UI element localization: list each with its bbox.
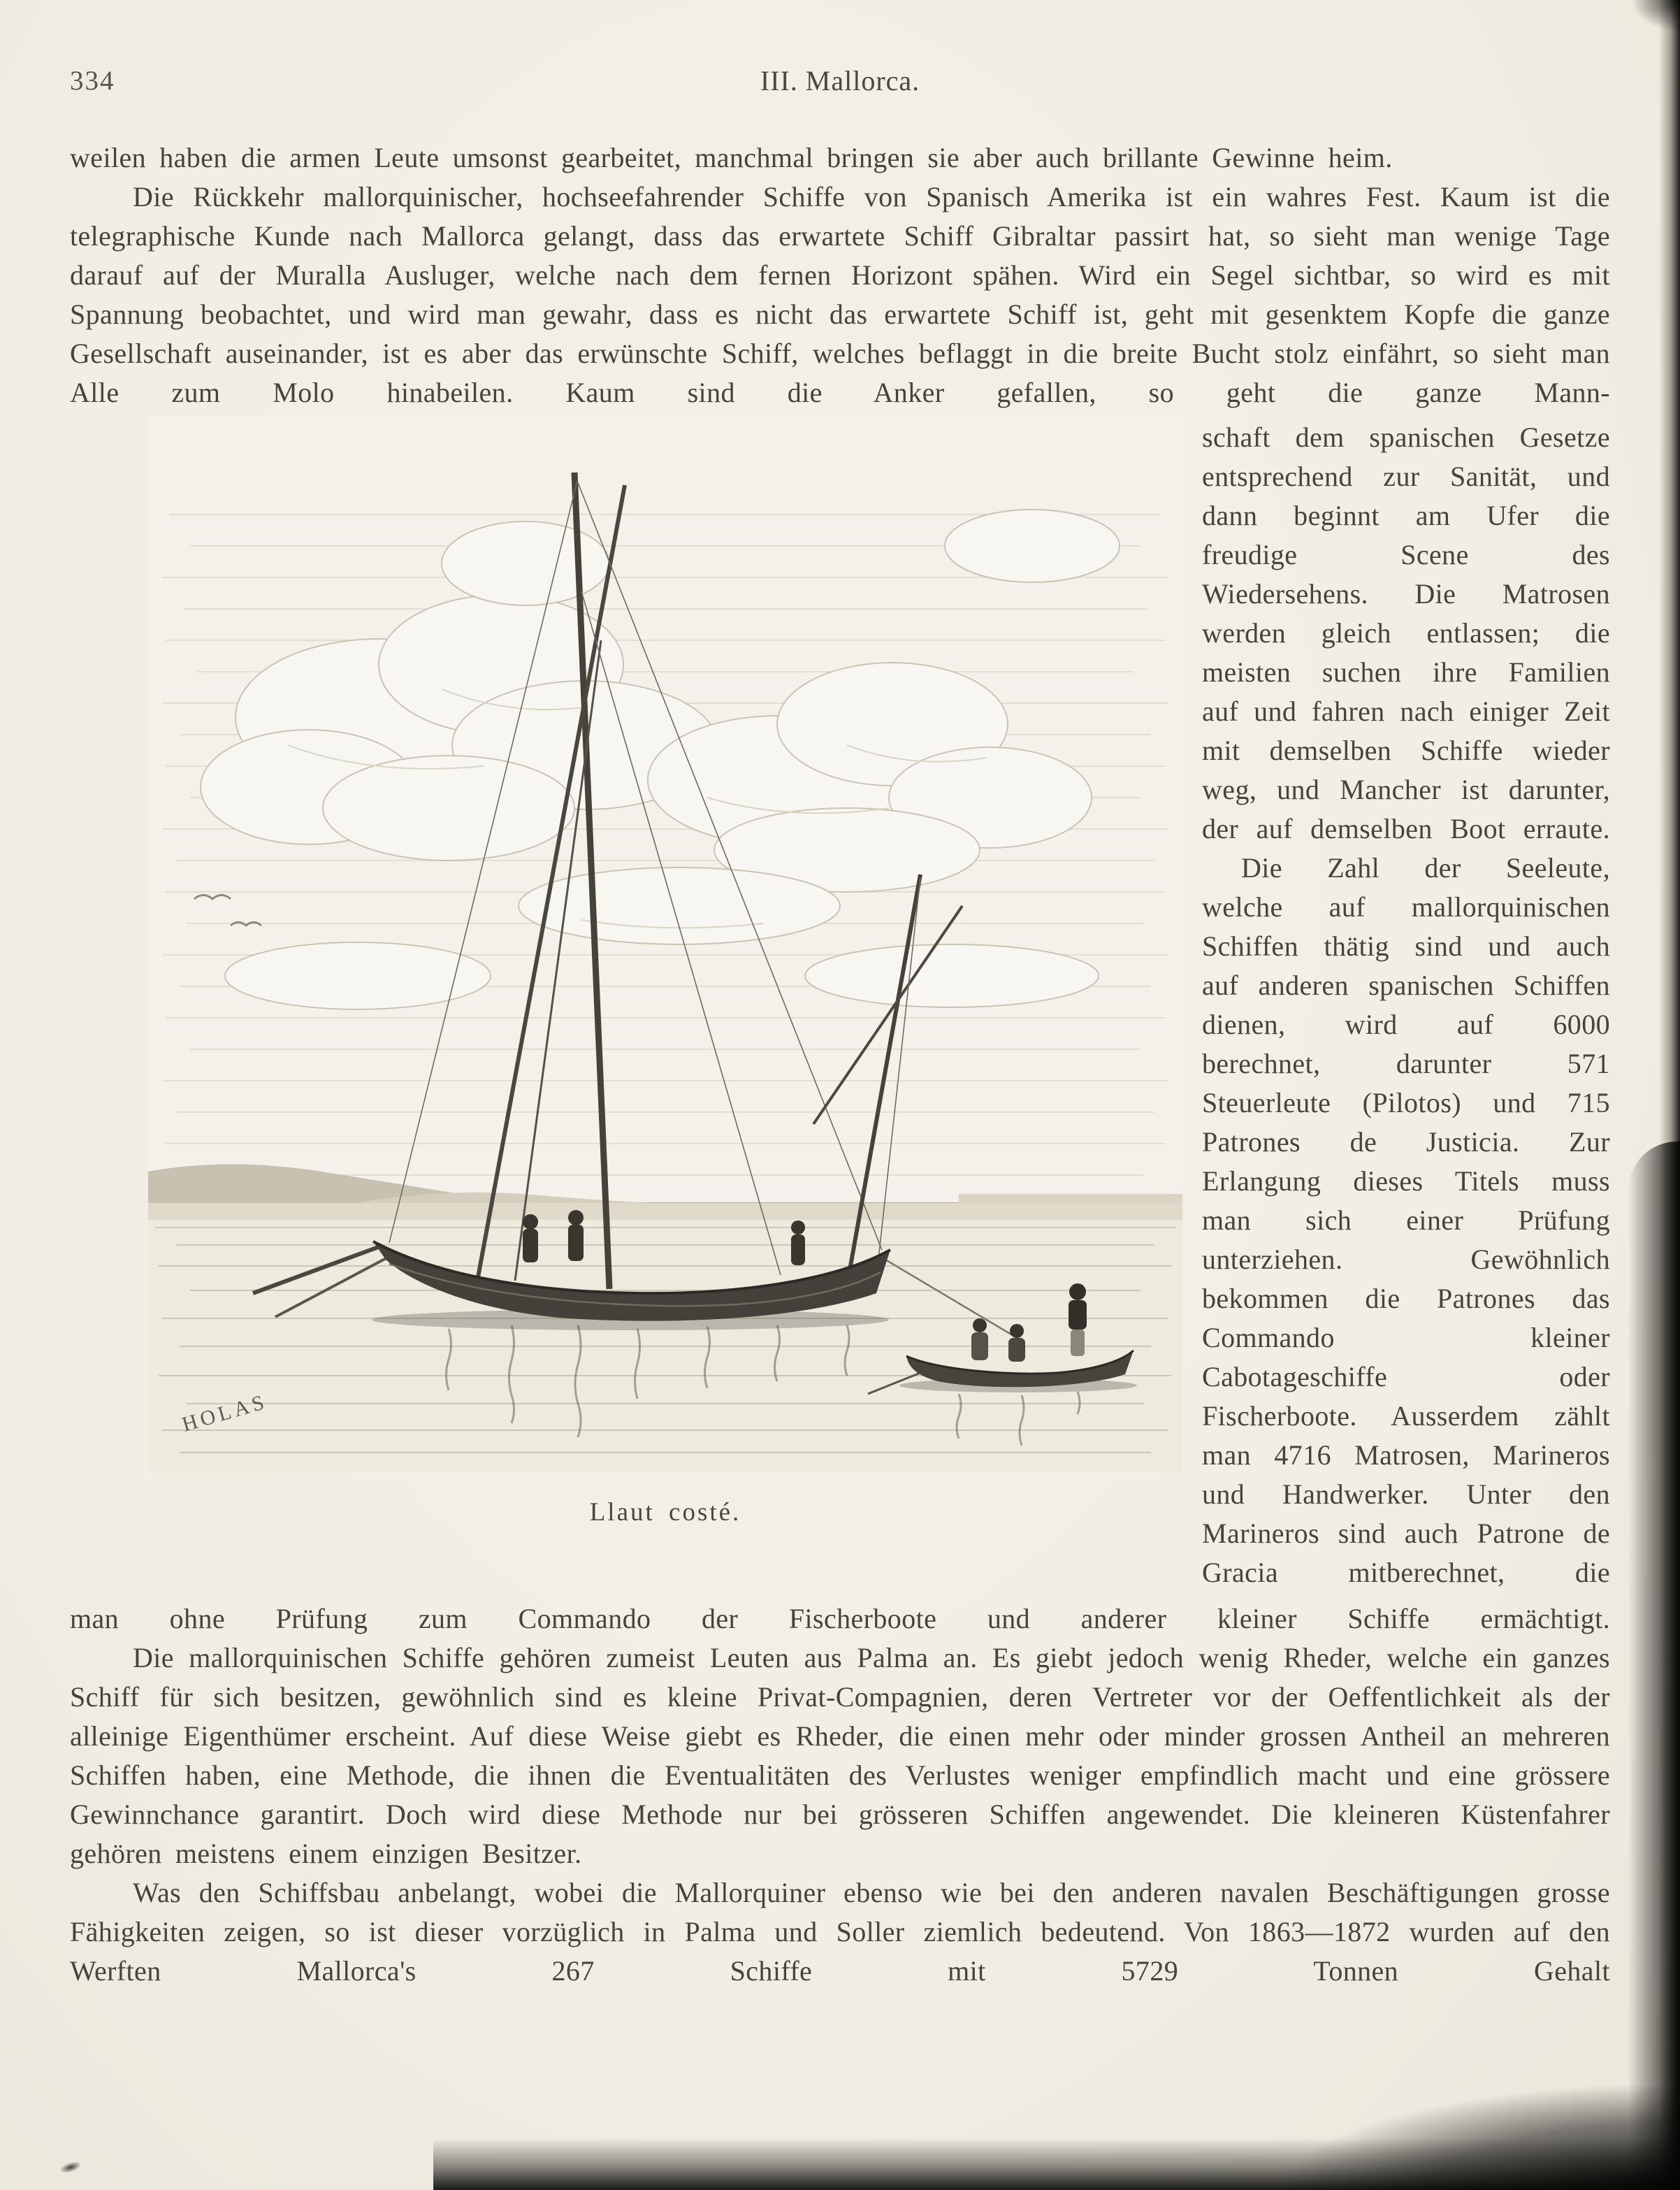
- sea: [148, 1203, 1182, 1472]
- chapter-title: III. Mallorca.: [760, 65, 920, 96]
- top-text-block: [70, 138, 1610, 412]
- paragraph-continuation: weilen haben die armen Leute umsonst gearbeitet, manchmal bringen sie aber auch brillante Gewinne heim.: [70, 142, 1393, 173]
- paragraph-seafarers-continuation: man ohne Prüfung zum Commando der Fischerboote und anderer kleiner Schiffe ermächtigt.: [70, 1603, 1610, 1634]
- scan-edge-bottom: [433, 2138, 1680, 2190]
- scan-edge-right-lower: [1628, 1141, 1680, 2190]
- scan-corner-bottom-right: [1289, 2085, 1680, 2190]
- bottom-text-block: [70, 1599, 1610, 1991]
- paragraph-shipbuilding: Was den Schiffsbau anbelangt, wobei die Mallorquiner ebenso wie bei den anderen navalen Beschäftigungen grosse Fähigkeiten zeigen, so ist dieser vorzüglich in Palma und Soller ziemlich bedeutend. Von 1863—1872 wurden auf den Werften Mallorca's 267 Schiffe mit 5729 Tonnen Gehalt: [70, 1877, 1610, 1987]
- running-header: [70, 62, 1610, 103]
- paragraph-return-of-ships: Die Rückkehr mallorquinischer, hochseefahrender Schiffe von Spanisch Amerika ist ein wahres Fest. Kaum ist die telegraphische Kunde nach Mallorca gelangt, dass das erwartete Schiff Gibraltar passirt hat, so sieht man wenige Tage darauf auf der Muralla Ausluger, welche nach dem fernen Horizont spähen. Wird ein Segel sichtbar, so wird es mit Spannung beobachtet, und wird man gewahr, dass es nicht das erwartete Schiff ist, geht mit gesenktem Kopfe die ganze Gesellschaft auseinander, ist es aber das erwünschte Schiff, welches beflaggt in die breite Bucht stolz einfährt, so sieht man Alle zum Molo hinabeilen. Kaum sind die Anker gefallen, so geht die ganze Mann-: [70, 181, 1610, 408]
- side-text-column: [1182, 417, 1610, 1592]
- paragraph-ship-owners: Die mallorquinischen Schiffe gehören zumeist Leuten aus Palma an. Es giebt jedoch wenig Rheder, welche ein ganzes Schiff für sich besitzen, gewöhnlich sind es kleine Privat-Compagnien, deren Vertreter vor der Oeffentlichkeit als der alleinige Eigenthümer erscheint. Auf diese Weise giebt es Rheder, die einen mehr oder minder grossen Antheil an mehreren Schiffen haben, eine Methode, die ihnen die Eventualitäten des Verlustes weniger empfindlich macht und eine grössere Gewinnchance garantirt. Doch wird diese Methode nur bei grösseren Schiffen angewendet. Die kleineren Küstenfahrer gehören meistens einem einzigen Besitzer.: [70, 1642, 1610, 1869]
- illustration-figure: [148, 417, 1182, 1532]
- figure-and-sidetext-row: [70, 417, 1610, 1592]
- scan-edge-right: [1659, 0, 1680, 2190]
- coast-strip-right: [959, 1194, 1182, 1203]
- paragraph-seafarers-count: Die Zahl der Seeleute, welche auf mallorquinischen Schiffen thätig sind und auch auf anderen spanischen Schiffen dienen, wird auf 6000 berechnet, darunter 571 Steuerleute (Pilotos) und 715 Patrones de Justicia. Zur Erlangung dieses Titels muss man sich einer Prüfung unterziehen. Gewöhnlich bekommen die Patrones das Commando kleiner Cabotageschiffe oder Fischerboote. Ausserdem zählt man 4716 Matrosen, Marineros und Handwerker. Unter den Marineros sind auch Patrone de Gracia mitberechnet, die: [1202, 852, 1610, 1588]
- llaut-engraving: [148, 417, 1182, 1472]
- page-number: 334: [70, 66, 115, 96]
- paragraph-return-continuation: schaft dem spanischen Gesetze entsprechend zur Sanität, und dann beginnt am Ufer die freudige Scene des Wiedersehens. Die Matrosen werden gleich entlassen; die meisten suchen ihre Familien auf und fahren nach einiger Zeit mit demselben Schiffe wieder weg, und Mancher ist darunter, der auf demselben Boot erraute.: [1202, 422, 1610, 844]
- scan-speck-bottom-left: [59, 2160, 82, 2175]
- sea-horizon-band: [148, 1203, 1182, 1220]
- artist-signature: HOLAS: [179, 1390, 270, 1436]
- figure-caption: Llaut costé.: [589, 1498, 741, 1527]
- scan-corner-top-right: [1631, 0, 1680, 32]
